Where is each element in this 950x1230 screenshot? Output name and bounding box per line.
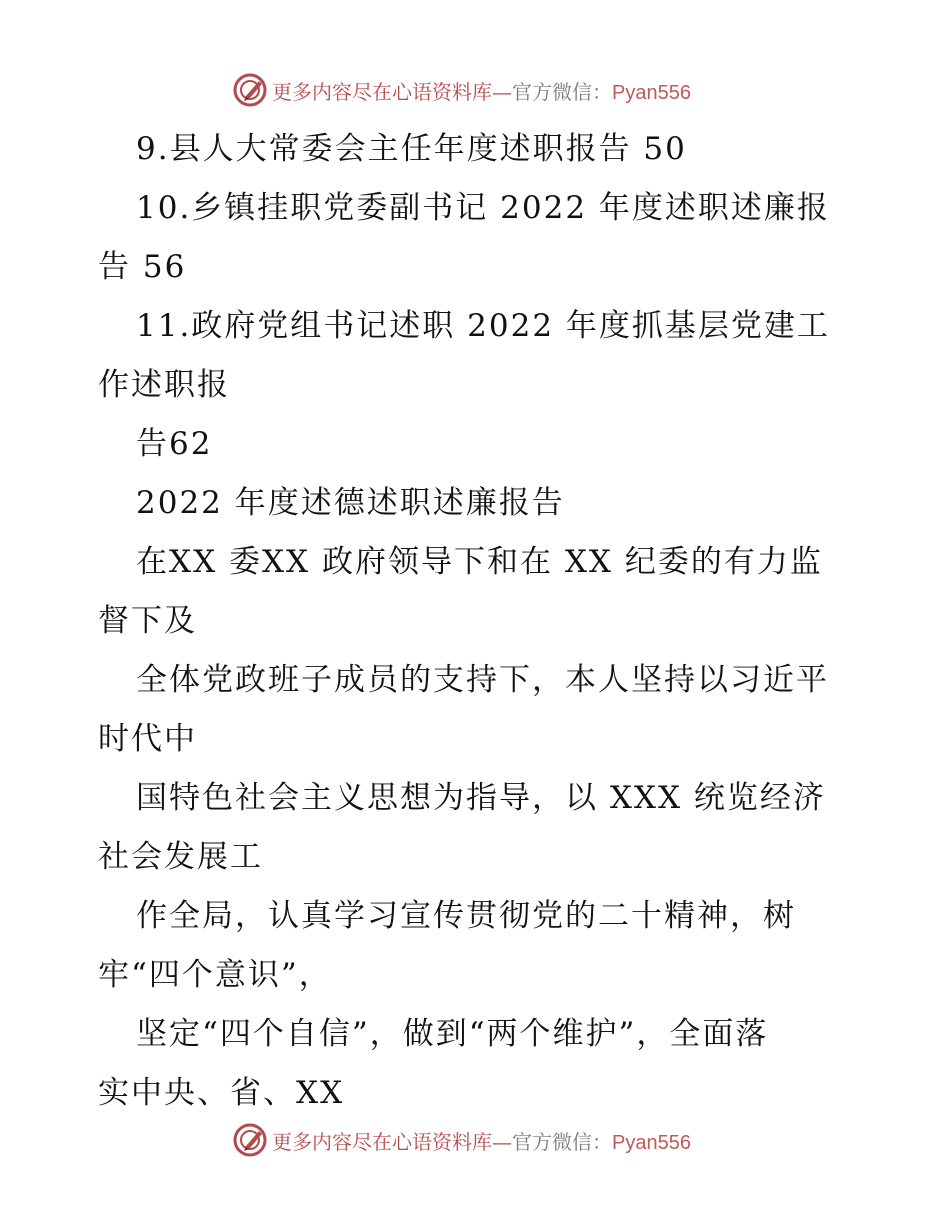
paragraph-line: 督下及 <box>98 603 197 639</box>
paragraph-line: 社会发展工 <box>98 839 263 875</box>
report-title: 2022 年度述德述职述廉报告 <box>136 485 565 521</box>
pen-circle-icon <box>232 1122 268 1158</box>
toc-item-9: 9.县人大常委会主任年度述职报告 50 <box>136 131 687 167</box>
paragraph-line: 在XX 委XX 政府领导下和在 XX 纪委的有力监 <box>136 544 823 580</box>
watermark-wechat-label: 官方微信： <box>512 1129 612 1154</box>
paragraph-line: 作全局，认真学习宣传贯彻党的二十精神，树 <box>136 898 796 934</box>
toc-item-11: 11.政府党组书记述职 2022 年度抓基层党建工 <box>136 308 830 344</box>
watermark-separator: — <box>492 79 512 104</box>
paragraph-line: 实中央、省、XX <box>98 1075 345 1111</box>
watermark-banner-bottom <box>232 1120 722 1160</box>
toc-item-11-page: 告62 <box>136 426 213 462</box>
watermark-main: 更多内容尽在心语资料库 <box>272 1129 492 1154</box>
watermark-wechat-label: 官方微信： <box>512 79 612 104</box>
paragraph-line: 牢“四个意识”， <box>98 957 332 993</box>
paragraph-line: 国特色社会主义思想为指导，以 XXX 统览经济 <box>136 780 826 816</box>
watermark-banner-top <box>232 70 722 110</box>
paragraph-line: 时代中 <box>98 721 197 757</box>
pen-circle-icon <box>232 72 268 108</box>
watermark-separator: — <box>492 1129 512 1154</box>
watermark-text <box>272 76 691 105</box>
toc-item-10-cont: 告 56 <box>98 249 187 285</box>
toc-item-11-cont: 作述职报 <box>98 367 230 403</box>
watermark-wechat-id: Pyan556 <box>612 1131 691 1154</box>
document-body <box>98 120 858 1123</box>
watermark-text <box>272 1126 691 1155</box>
paragraph-line: 坚定“四个自信”，做到“两个维护”，全面落 <box>136 1016 769 1052</box>
paragraph-line: 全体党政班子成员的支持下，本人坚持以习近平 <box>136 662 829 698</box>
toc-item-10: 10.乡镇挂职党委副书记 2022 年度述职述廉报 <box>136 190 830 226</box>
watermark-main: 更多内容尽在心语资料库 <box>272 79 492 104</box>
watermark-wechat-id: Pyan556 <box>612 81 691 104</box>
